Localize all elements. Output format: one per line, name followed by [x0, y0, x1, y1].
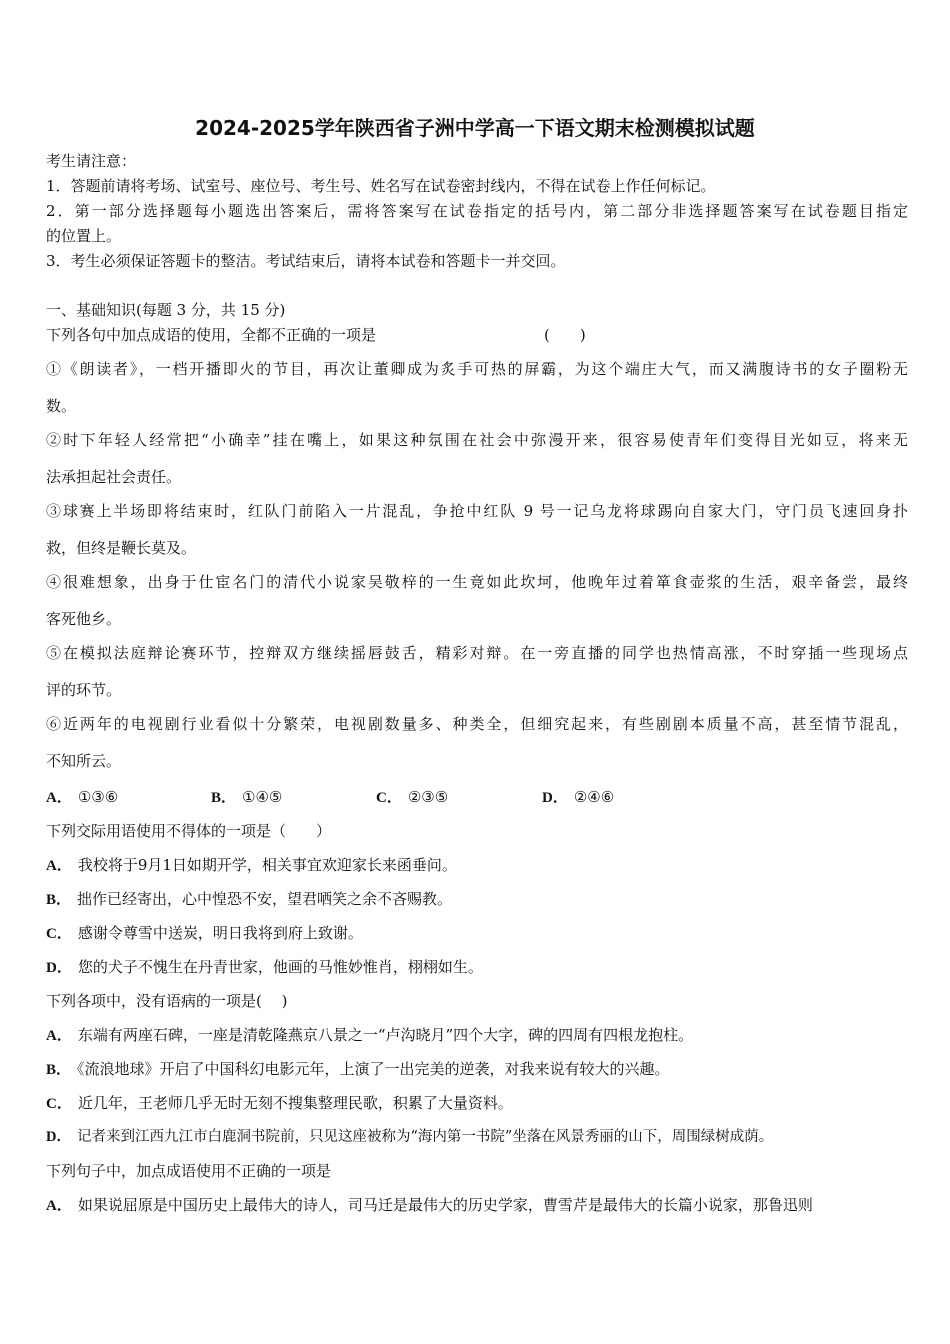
notice-item: 2．第一部分选择题每小题选出答案后，需将答案写在试卷指定的括号内，第二部分非选择题答案写在试卷题目指定: [46, 202, 908, 220]
section-heading: 一、基础知识(每题 3 分，共 15 分): [46, 301, 286, 319]
question-line: ⑥近两年的电视剧行业看似十分繁荣，电视剧数量多、种类全，但细究起来，有些剧剧本质量不高，甚至情节混乱，: [46, 715, 908, 733]
notice-item: 的位置上。: [46, 227, 122, 245]
option-d[interactable]: D． ②④⑥: [542, 788, 615, 806]
notice-item: 1．答题前请将考场、试室号、座位号、考生号、姓名写在试卷密封线内，不得在试卷上作任何标记。: [46, 177, 716, 195]
question-line: ④很难想象，出身于仕宦名门的清代小说家吴敬梓的一生竟如此坎坷，他晚年过着箪食壶浆的生活，艰辛备尝，最终: [46, 573, 908, 591]
question-line: 法承担起社会责任。: [46, 468, 182, 486]
question-line: 评的环节。: [46, 681, 122, 699]
question-stem: 下列句子中，加点成语使用不正确的一项是: [46, 1162, 332, 1180]
option-d[interactable]: D． 您的犬子不愧生在丹青世家，他画的马惟妙惟肖，栩栩如生。: [46, 958, 483, 976]
option-c[interactable]: C． 感谢令尊雪中送炭，明日我将到府上致谢。: [46, 924, 363, 942]
option-a[interactable]: A． 东端有两座石碑，一座是清乾隆燕京八景之一“卢沟晓月”四个大字，碑的四周有四根龙抱柱。: [46, 1026, 694, 1044]
page-title: 2024-2025学年陕西省子洲中学高一下语文期末检测模拟试题: [195, 116, 755, 140]
question-stem-text: 下列各句中加点成语的使用，全都不正确的一项是: [46, 326, 377, 344]
option-d[interactable]: D． 记者来到江西九江市白鹿洞书院前，只见这座被称为“海内第一书院”坐落在风景秀丽的山下，周围绿树成荫。: [46, 1129, 774, 1145]
question-line: 数。: [46, 397, 77, 415]
option-b[interactable]: B． ①④⑤: [211, 788, 283, 806]
question-line: ②时下年轻人经常把“小确幸”挂在嘴上，如果这种氛围在社会中弥漫开来，很容易使青年们变得目光如豆，将来无: [46, 431, 908, 449]
option-c[interactable]: C． 近几年，王老师几乎无时无刻不搜集整理民歌，积累了大量资料。: [46, 1094, 513, 1112]
option-a[interactable]: A． 如果说屈原是中国历史上最伟大的诗人，司马迁是最伟大的历史学家，曹雪芹是最伟大的长篇小说家，那鲁迅则: [46, 1196, 813, 1214]
question-stem: 下列交际用语使用不得体的一项是（ ）: [46, 822, 332, 840]
question-line: ①《朗读者》，一档开播即火的节目，再次让董卿成为炙手可热的屏霸，为这个端庄大气，而又满腹诗书的女子圈粉无: [46, 360, 908, 378]
option-b[interactable]: B． 拙作已经寄出，心中惶恐不安，望君哂笑之余不吝赐教。: [46, 890, 453, 908]
question-line: 救，但终是鞭长莫及。: [46, 539, 197, 557]
question-line: ③球赛上半场即将结束时，红队门前陷入一片混乱，争抢中红队 9 号一记乌龙将球踢向自家大门，守门员飞速回身扑: [46, 502, 908, 520]
question-line: ⑤在模拟法庭辩论赛环节，控辩双方继续摇唇鼓舌，精彩对辩。在一旁直播的同学也热情高涨，不时穿插一些现场点: [46, 644, 908, 662]
option-b[interactable]: B． 《流浪地球》开启了中国科幻电影元年，上演了一出完美的逆袭，对我来说有较大的兴趣。: [46, 1060, 670, 1078]
notice-item: 3．考生必须保证答题卡的整洁。考试结束后，请将本试卷和答题卡一并交回。: [46, 252, 566, 270]
notice-header: 考生请注意：: [46, 152, 137, 170]
option-a[interactable]: A． ①③⑥: [46, 788, 119, 806]
question-line: 不知所云。: [46, 752, 122, 770]
question-stem: 下列各项中，没有语病的一项是( ): [46, 992, 288, 1010]
option-c[interactable]: C． ②③⑤: [376, 788, 449, 806]
question-line: 客死他乡。: [46, 610, 122, 628]
option-a[interactable]: A． 我校将于9月1日如期开学，相关事宜欢迎家长来函垂问。: [46, 856, 457, 874]
answer-paren: ( ): [544, 326, 586, 344]
question-stem: [46, 325, 908, 345]
